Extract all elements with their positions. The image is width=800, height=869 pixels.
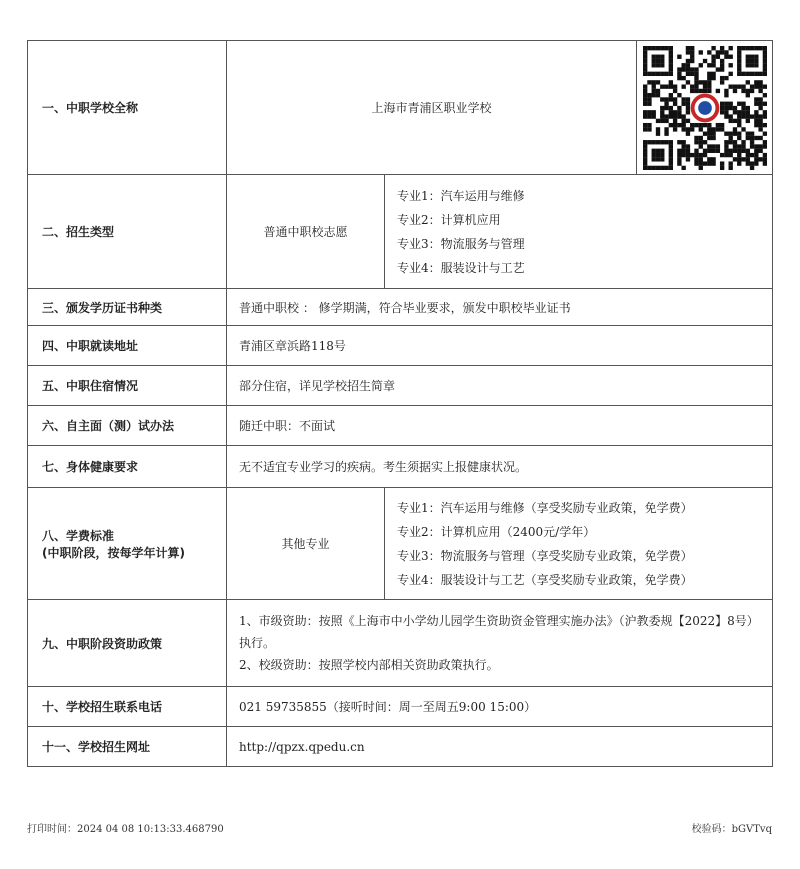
row-phone	[28, 687, 773, 727]
row-subsidy	[28, 600, 773, 687]
tuition-major-item: 专业2：计算机应用（2400元/学年）	[397, 524, 596, 539]
admission-info-table	[27, 40, 773, 767]
label-tuition-line2: (中职阶段，按每学年计算)	[42, 545, 185, 560]
value-accommodation: 部分住宿，详见学校招生简章	[227, 366, 773, 406]
print-time: 打印时间：2024 04 08 10:13:33.468790	[27, 824, 224, 835]
label-phone: 十、学校招生联系电话	[28, 687, 227, 727]
label-address: 四、中职就读地址	[28, 326, 227, 366]
qr-code-icon	[643, 46, 767, 170]
label-website: 十一、学校招生网址	[28, 727, 227, 767]
qr-code-cell	[637, 41, 773, 175]
major-item: 专业4：服装设计与工艺	[397, 260, 525, 275]
label-tuition	[28, 488, 227, 600]
tuition-major-item: 专业4：服装设计与工艺（享受奖励专业政策，免学费）	[397, 572, 693, 587]
subsidy-line-1: 1、市级资助：按照《上海市中小学幼儿园学生资助资金管理实施办法》（沪教委规【2022】8号）执行。	[239, 614, 759, 650]
label-enrollment-type: 二、招生类型	[28, 175, 227, 289]
value-interview: 随迁中职：不面试	[227, 406, 773, 446]
tuition-major-item: 专业3：物流服务与管理（享受奖励专业政策，免学费）	[397, 548, 693, 563]
major-item: 专业3：物流服务与管理	[397, 236, 525, 251]
label-tuition-line1: 八、学费标准	[42, 528, 115, 543]
row-interview	[28, 406, 773, 446]
tuition-major-item: 专业1：汽车运用与维修（享受奖励专业政策，免学费）	[397, 500, 693, 515]
row-website	[28, 727, 773, 767]
check-code: 校验码：bGVTvq	[691, 824, 772, 835]
row-address	[28, 326, 773, 366]
value-website: http://qpzx.qpedu.cn	[227, 727, 773, 767]
row-tuition	[28, 488, 773, 600]
row-health	[28, 446, 773, 488]
majors-list	[385, 175, 773, 289]
row-school-name	[28, 41, 773, 175]
subsidy-line-2: 2、校级资助：按照学校内部相关资助政策执行。	[239, 658, 499, 672]
value-tuition-type: 其他专业	[227, 488, 385, 600]
row-enrollment-type	[28, 175, 773, 289]
row-accommodation	[28, 366, 773, 406]
value-phone: 021 59735855（接听时间：周一至周五9:00 15:00）	[227, 687, 773, 727]
major-item: 专业2：计算机应用	[397, 212, 501, 227]
label-subsidy: 九、中职阶段资助政策	[28, 600, 227, 687]
row-certificate	[28, 289, 773, 326]
value-health: 无不适宜专业学习的疾病。考生须据实上报健康状况。	[227, 446, 773, 488]
major-item: 专业1：汽车运用与维修	[397, 188, 525, 203]
tuition-majors-list	[385, 488, 773, 600]
value-address: 青浦区章浜路118号	[227, 326, 773, 366]
value-certificate: 普通中职校 ： 修学期满，符合毕业要求，颁发中职校毕业证书	[227, 289, 773, 326]
label-accommodation: 五、中职住宿情况	[28, 366, 227, 406]
label-certificate: 三、颁发学历证书种类	[28, 289, 227, 326]
value-enrollment-type: 普通中职校志愿	[227, 175, 385, 289]
label-interview: 六、自主面（测）试办法	[28, 406, 227, 446]
value-school-name: 上海市青浦区职业学校	[227, 41, 637, 175]
label-school-name: 一、中职学校全称	[28, 41, 227, 175]
value-subsidy	[227, 600, 773, 687]
label-health: 七、身体健康要求	[28, 446, 227, 488]
